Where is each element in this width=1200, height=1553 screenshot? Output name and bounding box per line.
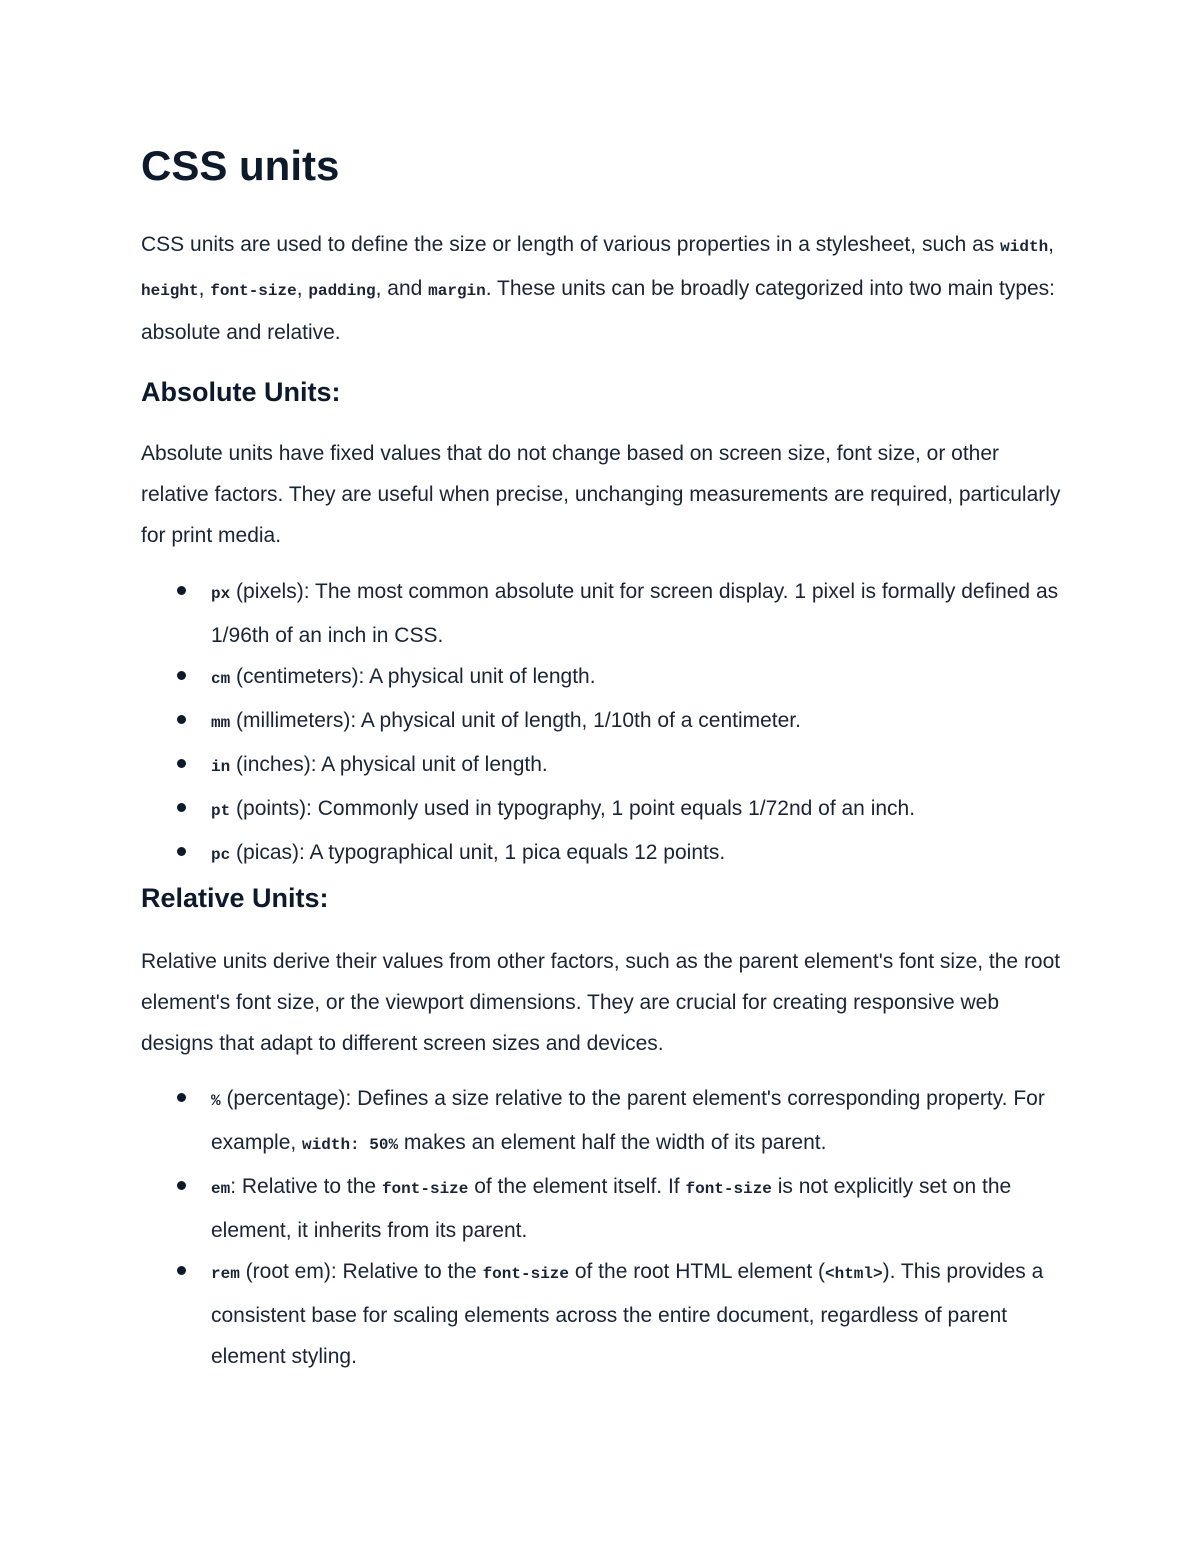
list-item	[141, 1251, 1071, 1377]
unit-code: in	[211, 758, 231, 776]
inline-code: font-size	[685, 1180, 772, 1198]
unit-description: of the element itself. If	[468, 1175, 686, 1198]
unit-description: (inches): A physical unit of length.	[230, 753, 548, 776]
list-item	[141, 700, 1071, 744]
unit-code: pc	[211, 846, 231, 864]
unit-description: (percentage): Defines a size relative to the parent element's corresponding property. For example,	[211, 1087, 1045, 1154]
unit-description: (pixels): The most common absolute unit for screen display. 1 pixel is formally defined as 1/96th of an inch in CSS.	[211, 580, 1059, 647]
code-padding: padding	[308, 282, 376, 300]
unit-code: pt	[211, 802, 231, 820]
unit-code: cm	[211, 670, 231, 688]
bullet-icon	[177, 1093, 186, 1102]
relative-units-list	[141, 1078, 1071, 1377]
intro-paragraph	[141, 224, 1071, 353]
unit-description: makes an element half the width of its parent.	[398, 1131, 827, 1154]
inline-code: width: 50%	[302, 1136, 399, 1154]
intro-text: . These units can be broadly categorized into two main types: absolute and relative.	[141, 277, 1056, 344]
bullet-icon	[177, 847, 186, 856]
unit-description: (root em): Relative to the	[239, 1260, 483, 1283]
bullet-icon	[177, 803, 186, 812]
bullet-icon	[177, 715, 186, 724]
code-width: width	[1000, 238, 1049, 256]
intro-text: ,	[198, 277, 211, 300]
inline-code: <html>	[825, 1265, 883, 1283]
unit-description: is not explicitly set on the element, it inherits from its parent.	[211, 1175, 1012, 1242]
code-margin: margin	[428, 282, 486, 300]
bullet-icon	[177, 586, 186, 595]
intro-text: ,	[1048, 233, 1055, 256]
unit-description: of the root HTML element (	[569, 1260, 825, 1283]
unit-code: em	[211, 1180, 231, 1198]
list-item	[141, 788, 1071, 832]
list-item	[141, 571, 1071, 656]
intro-text: CSS units are used to define the size or length of various properties in a stylesheet, such as	[141, 233, 1001, 256]
unit-code: %	[211, 1092, 221, 1110]
intro-text: ,	[296, 277, 309, 300]
list-item	[141, 1166, 1071, 1251]
unit-description: (centimeters): A physical unit of length.	[230, 665, 596, 688]
unit-code: rem	[211, 1265, 240, 1283]
bullet-icon	[177, 1181, 186, 1190]
unit-description: (points): Commonly used in typography, 1 point equals 1/72nd of an inch.	[230, 797, 916, 820]
bullet-icon	[177, 1266, 186, 1275]
absolute-units-heading: Absolute Units:	[141, 377, 341, 407]
unit-description: (millimeters): A physical unit of length, 1/10th of a centimeter.	[230, 709, 801, 732]
unit-description: (picas): A typographical unit, 1 pica equals 12 points.	[230, 841, 726, 864]
absolute-units-description: Absolute units have fixed values that do not change based on screen size, font size, or other relative factors. They are useful when precise, unchanging measurements are required, particularly for print media.	[141, 442, 1061, 547]
list-item	[141, 832, 1071, 876]
unit-code: mm	[211, 714, 231, 732]
page-title: CSS units	[141, 142, 340, 189]
inline-code: font-size	[482, 1265, 569, 1283]
bullet-icon	[177, 759, 186, 768]
relative-units-description: Relative units derive their values from other factors, such as the parent element's font size, the root element's font size, or the viewport dimensions. They are crucial for creating responsive web designs that adapt to different screen sizes and devices.	[141, 950, 1061, 1055]
code-height: height	[141, 282, 199, 300]
inline-code: font-size	[381, 1180, 469, 1198]
relative-units-heading: Relative Units:	[141, 883, 329, 913]
unit-code: px	[211, 585, 231, 603]
bullet-icon	[177, 671, 186, 680]
absolute-units-list	[141, 571, 1071, 876]
intro-text: , and	[375, 277, 429, 300]
document-page	[141, 138, 1071, 1377]
list-item	[141, 1078, 1071, 1166]
list-item	[141, 656, 1071, 700]
unit-description: ). This provides a consistent base for scaling elements across the entire document, regardless of parent element styling.	[211, 1260, 1044, 1368]
code-font-size: font-size	[210, 282, 297, 300]
list-item	[141, 744, 1071, 788]
unit-description: : Relative to the	[230, 1175, 382, 1198]
